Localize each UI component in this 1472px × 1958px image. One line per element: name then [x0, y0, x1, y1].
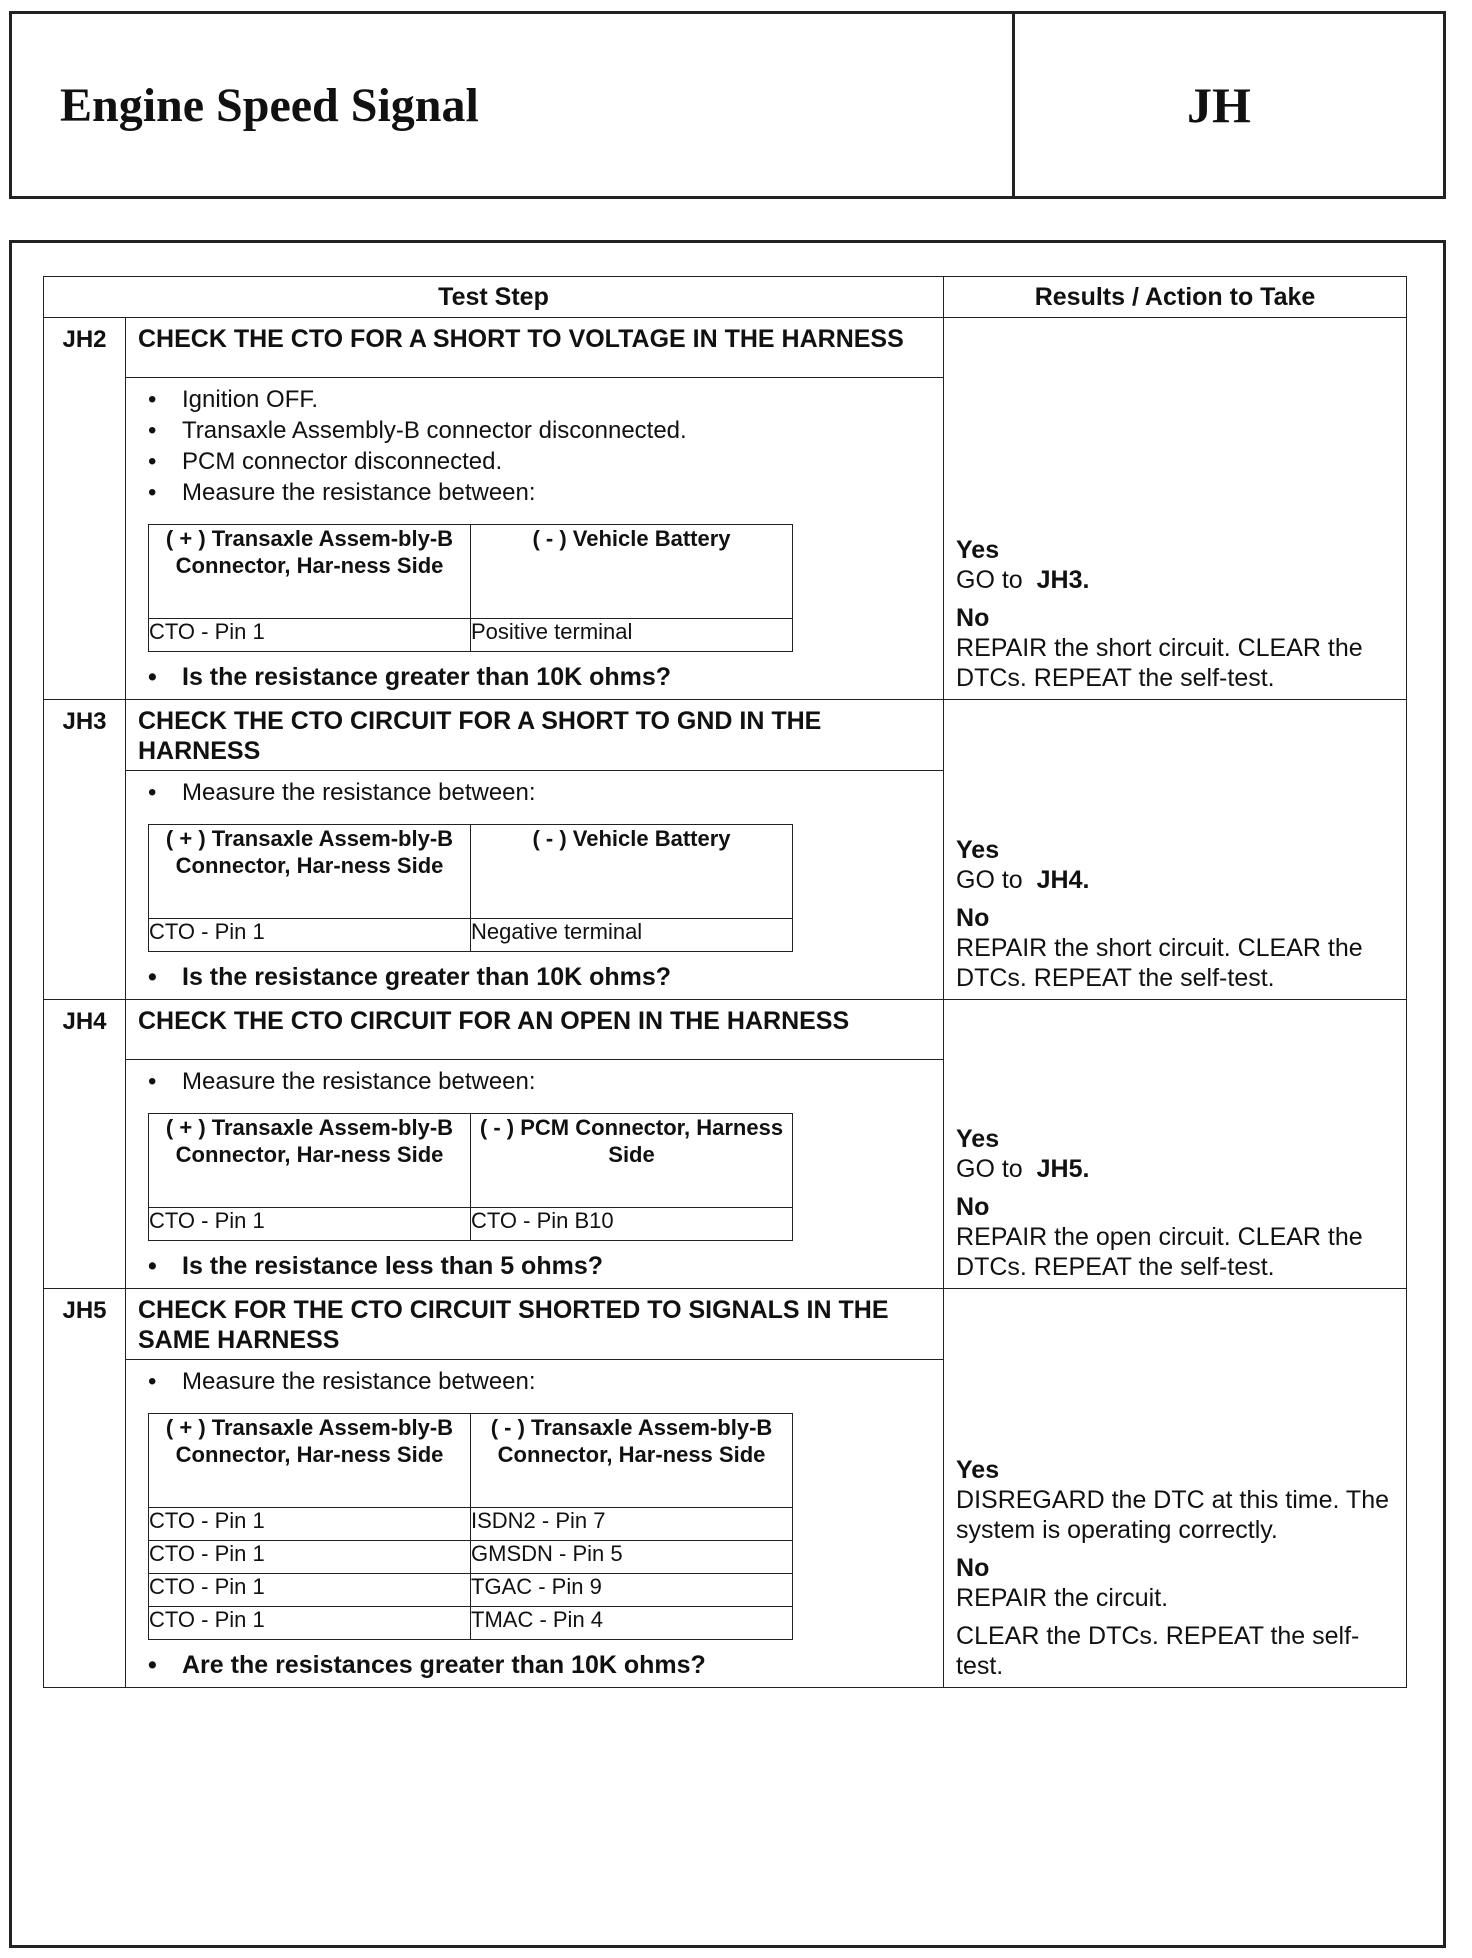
- measurement-row: [149, 1541, 793, 1574]
- no-action-text: REPAIR the short circuit. CLEAR the DTCs. REPEAT the self-test.: [956, 934, 1363, 992]
- step-content: [126, 1360, 944, 1688]
- yes-label: Yes: [956, 836, 1000, 864]
- instruction-item: • Measure the resistance between:: [144, 1366, 931, 1397]
- yes-target: JH4.: [1036, 866, 1090, 894]
- yes-action-text: DISREGARD the DTC at this time. The system is operating correctly.: [956, 1486, 1390, 1544]
- step-title: CHECK THE CTO CIRCUIT FOR A SHORT TO GND IN THE HARNESS: [126, 700, 944, 771]
- positive-lead-header: ( + ) Transaxle Assem-bly-B Connector, Har-ness Side: [149, 1414, 471, 1508]
- measurement-from: CTO - Pin 1: [149, 1508, 471, 1541]
- question-list: [144, 962, 931, 993]
- step-id: JH2: [44, 318, 126, 700]
- yes-target: JH3.: [1036, 566, 1090, 594]
- measurement-to: TMAC - Pin 4: [471, 1607, 793, 1640]
- step-title-row: [44, 700, 1407, 771]
- instruction-list: [144, 384, 931, 508]
- measurement-row: [149, 1208, 793, 1241]
- measurement-header-row: [149, 525, 793, 619]
- positive-lead-header: ( + ) Transaxle Assem-bly-B Connector, Har-ness Side: [149, 825, 471, 919]
- yes-action: [956, 865, 1394, 895]
- yes-label: Yes: [956, 536, 1000, 564]
- measurement-to: Negative terminal: [471, 919, 793, 952]
- instruction-list: [144, 1366, 931, 1397]
- step-content: [126, 771, 944, 1000]
- results-header: Results / Action to Take: [944, 277, 1407, 318]
- no-label: No: [956, 604, 990, 632]
- page-title: Engine Speed Signal: [60, 78, 479, 132]
- step-result: [944, 1289, 1407, 1688]
- step-title: CHECK FOR THE CTO CIRCUIT SHORTED TO SIGNALS IN THE SAME HARNESS: [126, 1289, 944, 1360]
- instruction-list: [144, 777, 931, 808]
- no-action-text: REPAIR the open circuit. CLEAR the DTCs. REPEAT the self-test.: [956, 1223, 1363, 1281]
- question-list: [144, 662, 931, 693]
- measurement-header-row: [149, 825, 793, 919]
- no-action-text: REPAIR the short circuit. CLEAR the DTCs. REPEAT the self-test.: [956, 634, 1363, 692]
- measurement-to: ISDN2 - Pin 7: [471, 1508, 793, 1541]
- yes-action-text: GO to: [956, 566, 1023, 594]
- measurement-to: TGAC - Pin 9: [471, 1574, 793, 1607]
- instruction-item: • Ignition OFF.: [144, 384, 931, 415]
- question-list: [144, 1251, 931, 1282]
- no-label: No: [956, 1193, 990, 1221]
- page-header: [9, 11, 1446, 199]
- step-result: [944, 1000, 1407, 1289]
- measurement-header-row: [149, 1114, 793, 1208]
- step-result: [944, 700, 1407, 1000]
- step-content: [126, 1060, 944, 1289]
- measurement-to: CTO - Pin B10: [471, 1208, 793, 1241]
- step-content: [126, 378, 944, 700]
- measurement-from: CTO - Pin 1: [149, 919, 471, 952]
- question-list: [144, 1650, 931, 1681]
- steps-body: [44, 318, 1407, 1688]
- measurement-table: [148, 824, 793, 952]
- step-id: JH3: [44, 700, 126, 1000]
- header-code-cell: [1015, 14, 1443, 196]
- step-question: • Is the resistance less than 5 ohms?: [144, 1251, 931, 1282]
- no-label: No: [956, 904, 990, 932]
- yes-label: Yes: [956, 1125, 1000, 1153]
- positive-lead-header: ( + ) Transaxle Assem-bly-B Connector, Har-ness Side: [149, 1114, 471, 1208]
- measurement-from: CTO - Pin 1: [149, 1574, 471, 1607]
- step-id: JH4: [44, 1000, 126, 1289]
- measurement-from: CTO - Pin 1: [149, 1208, 471, 1241]
- measurement-from: CTO - Pin 1: [149, 1607, 471, 1640]
- step-id: JH5: [44, 1289, 126, 1688]
- measurement-table: [148, 1113, 793, 1241]
- yes-action-text: GO to: [956, 866, 1023, 894]
- measurement-header-row: [149, 1414, 793, 1508]
- measurement-from: CTO - Pin 1: [149, 1541, 471, 1574]
- negative-lead-header: ( - ) Vehicle Battery: [471, 525, 793, 619]
- positive-lead-header: ( + ) Transaxle Assem-bly-B Connector, Har-ness Side: [149, 525, 471, 619]
- yes-action: [956, 565, 1394, 595]
- negative-lead-header: ( - ) Vehicle Battery: [471, 825, 793, 919]
- measurement-table: [148, 1413, 793, 1640]
- measurement-row: [149, 919, 793, 952]
- measurement-row: [149, 1574, 793, 1607]
- instruction-item: • Measure the resistance between:: [144, 1066, 931, 1097]
- yes-action-text: GO to: [956, 1155, 1023, 1183]
- measurement-row: [149, 1508, 793, 1541]
- instruction-item: • PCM connector disconnected.: [144, 446, 931, 477]
- no-label: No: [956, 1554, 990, 1582]
- no-action-text: REPAIR the circuit.: [956, 1584, 1169, 1612]
- measurement-row: [149, 619, 793, 652]
- test-step-table: [43, 276, 1407, 1688]
- step-title: CHECK THE CTO CIRCUIT FOR AN OPEN IN THE HARNESS: [126, 1000, 944, 1060]
- negative-lead-header: ( - ) Transaxle Assem-bly-B Connector, Har-ness Side: [471, 1414, 793, 1508]
- step-result: [944, 318, 1407, 700]
- step-question: • Is the resistance greater than 10K ohms?: [144, 662, 931, 693]
- measurement-from: CTO - Pin 1: [149, 619, 471, 652]
- section-code: JH: [1187, 77, 1251, 133]
- instruction-item: • Measure the resistance between:: [144, 777, 931, 808]
- step-question: • Is the resistance greater than 10K ohms?: [144, 962, 931, 993]
- instruction-list: [144, 1066, 931, 1097]
- yes-target: JH5.: [1036, 1155, 1090, 1183]
- measurement-to: GMSDN - Pin 5: [471, 1541, 793, 1574]
- measurement-to: Positive terminal: [471, 619, 793, 652]
- step-title: CHECK THE CTO FOR A SHORT TO VOLTAGE IN THE HARNESS: [126, 318, 944, 378]
- step-title-row: [44, 1289, 1407, 1360]
- no-action-continued: CLEAR the DTCs. REPEAT the self-test.: [956, 1622, 1360, 1680]
- step-question: • Are the resistances greater than 10K ohms?: [144, 1650, 931, 1681]
- step-title-row: [44, 1000, 1407, 1060]
- header-title-cell: [12, 14, 1015, 196]
- table-header-row: [44, 277, 1407, 318]
- instruction-item: • Measure the resistance between:: [144, 477, 931, 508]
- instruction-item: • Transaxle Assembly-B connector disconnected.: [144, 415, 931, 446]
- measurement-row: [149, 1607, 793, 1640]
- yes-label: Yes: [956, 1456, 1000, 1484]
- test-step-header: Test Step: [44, 277, 944, 318]
- yes-action: [956, 1154, 1394, 1184]
- measurement-table: [148, 524, 793, 652]
- step-title-row: [44, 318, 1407, 378]
- negative-lead-header: ( - ) PCM Connector, Harness Side: [471, 1114, 793, 1208]
